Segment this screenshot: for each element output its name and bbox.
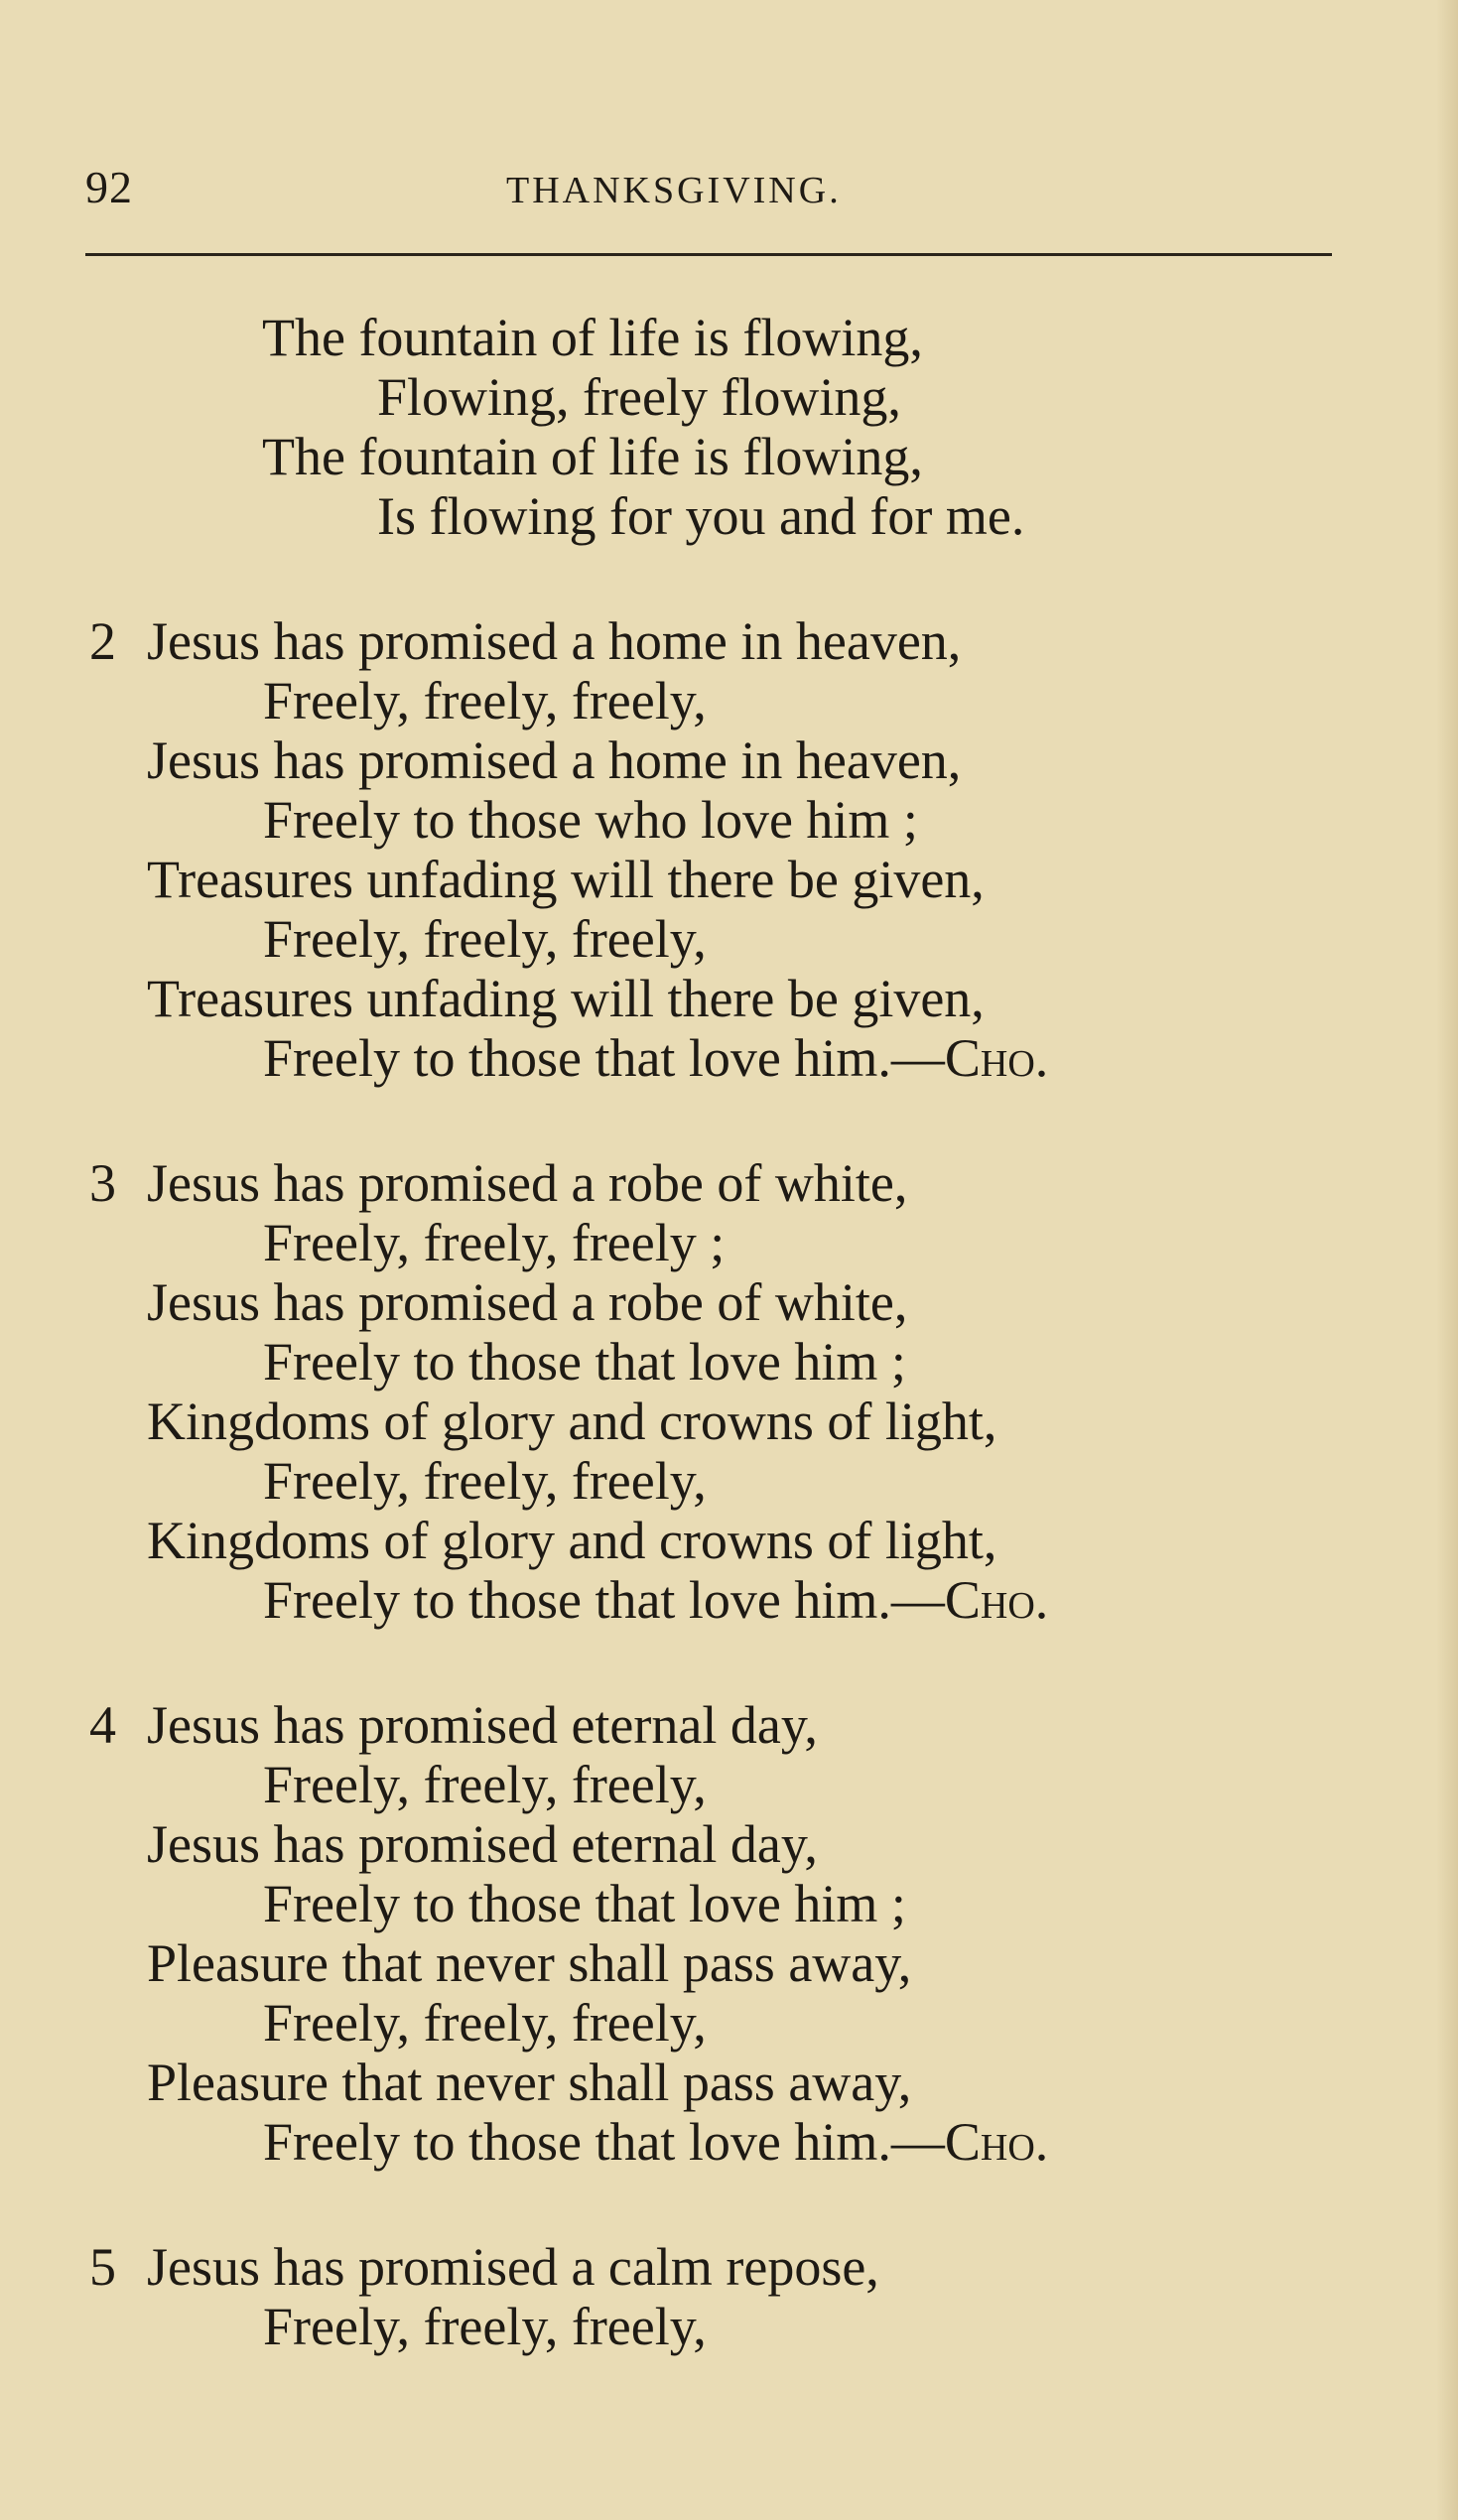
verse-line: Freely, freely, freely, xyxy=(263,2297,707,2356)
verse-line: Freely, freely, freely, xyxy=(263,1993,707,2053)
verse-number: 3 xyxy=(89,1153,116,1213)
chorus-mark: Cho. xyxy=(944,1570,1049,1630)
chorus-line: The fountain of life is flowing, xyxy=(262,308,923,367)
verse-line: Freely, freely, freely, xyxy=(263,1755,707,1814)
chorus-line: Flowing, freely flowing, xyxy=(377,367,901,427)
page-header xyxy=(85,161,1336,220)
hymn-text xyxy=(0,308,1458,2422)
verse-line: Kingdoms of glory and crowns of light, xyxy=(147,1392,997,1451)
verse-line: Jesus has promised a home in heaven, xyxy=(147,730,962,790)
verse-line-final xyxy=(0,2112,1458,2172)
chorus-line: Is flowing for you and for me. xyxy=(377,486,1025,546)
verse-line: Freely, freely, freely, xyxy=(263,671,707,730)
verse-line: Kingdoms of glory and crowns of light, xyxy=(147,1511,997,1570)
verse-number: 5 xyxy=(89,2237,116,2297)
verse-line-text: Freely to those that love him.— xyxy=(263,1028,945,1088)
header-rule xyxy=(85,253,1332,256)
verse-line-text: Freely to those that love him.— xyxy=(263,1570,945,1630)
chorus-line: The fountain of life is flowing, xyxy=(262,427,923,486)
verse-line: Freely, freely, freely, xyxy=(263,1451,707,1511)
stanza-5 xyxy=(0,2237,1458,2356)
verse-number: 2 xyxy=(89,611,116,671)
verse-line: Freely to those who love him ; xyxy=(263,790,918,850)
verse-line: Pleasure that never shall pass away, xyxy=(147,2053,912,2112)
page-number: 92 xyxy=(85,162,133,212)
verse-line: Freely to those that love him ; xyxy=(263,1874,906,1933)
verse-line: Jesus has promised eternal day, xyxy=(147,1814,818,1874)
verse-line: Freely, freely, freely, xyxy=(263,909,707,969)
verse-line: Pleasure that never shall pass away, xyxy=(147,1933,912,1993)
verse-line: Jesus has promised a calm repose, xyxy=(147,2237,879,2297)
verse-line: Treasures unfading will there be given, xyxy=(147,969,985,1028)
verse-line: Jesus has promised a robe of white, xyxy=(147,1153,908,1213)
stanza-2 xyxy=(0,611,1458,1088)
verse-number: 4 xyxy=(89,1695,116,1755)
verse-line: Jesus has promised a robe of white, xyxy=(147,1272,908,1332)
verse-line-final xyxy=(0,1570,1458,1630)
verse-line-text: Freely to those that love him.— xyxy=(263,2112,945,2172)
stanza-3 xyxy=(0,1153,1458,1630)
verse-line: Freely to those that love him ; xyxy=(263,1332,906,1392)
verse-line: Jesus has promised a home in heaven, xyxy=(147,611,962,671)
verse-line: Jesus has promised eternal day, xyxy=(147,1695,818,1755)
chorus-mark: Cho. xyxy=(944,2112,1049,2172)
verse-line: Treasures unfading will there be given, xyxy=(147,850,985,909)
running-title: THANKSGIVING. xyxy=(506,170,842,211)
chorus-mark: Cho. xyxy=(944,1028,1049,1088)
chorus xyxy=(0,308,1458,546)
verse-line-final xyxy=(0,1028,1458,1088)
verse-line: Freely, freely, freely ; xyxy=(263,1213,726,1272)
stanza-4 xyxy=(0,1695,1458,2172)
